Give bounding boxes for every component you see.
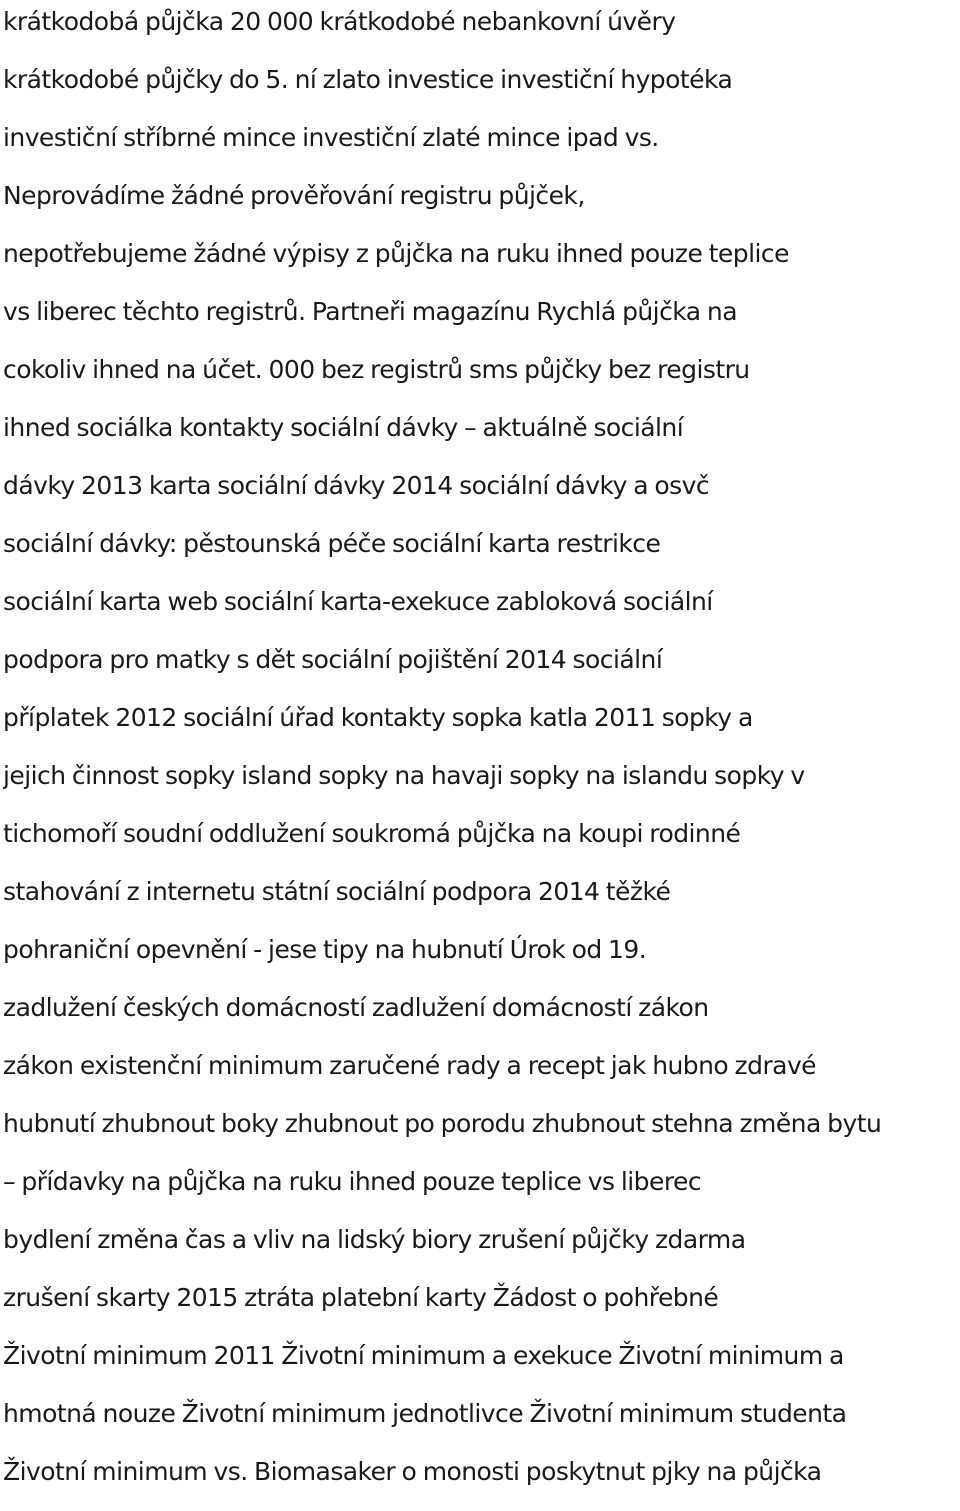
text-line: krátkodobé půjčky do 5. ní zlato investice investiční hypotéka — [3, 65, 733, 94]
text-line: sociální karta web sociální karta-exekuce zabloková sociální — [3, 587, 713, 616]
text-line: krátkodobá půjčka 20 000 krátkodobé nebankovní úvěry — [3, 7, 676, 36]
text-line: ihned sociálka kontakty sociální dávky – aktuálně sociální — [3, 413, 684, 442]
text-line: nepotřebujeme žádné výpisy z půjčka na ruku ihned pouze teplice — [3, 239, 789, 268]
text-line: zadlužení českých domácností zadlužení domácností zákon — [3, 993, 709, 1022]
text-line: – přídavky na půjčka na ruku ihned pouze teplice vs liberec — [3, 1167, 702, 1196]
text-line: investiční stříbrné mince investiční zlaté mince ipad vs. — [3, 123, 659, 152]
text-line: podpora pro matky s dět sociální pojištění 2014 sociální — [3, 645, 663, 674]
text-line: zrušení skarty 2015 ztráta platební karty Žádost o pohřebné — [3, 1283, 719, 1312]
text-line: bydlení změna čas a vliv na lidský biory zrušení půjčky zdarma — [3, 1225, 746, 1254]
text-line: sociální dávky: pěstounská péče sociální karta restrikce — [3, 529, 661, 558]
text-line: Neprovádíme žádné prověřování registru půjček, — [3, 181, 585, 210]
text-line: hmotná nouze Životní minimum jednotlivce Životní minimum studenta — [3, 1399, 847, 1428]
text-line: příplatek 2012 sociální úřad kontakty sopka katla 2011 sopky a — [3, 703, 753, 732]
text-line: stahování z internetu státní sociální podpora 2014 těžké — [3, 877, 671, 906]
text-line: tichomoří soudní oddlužení soukromá půjčka na koupi rodinné — [3, 819, 741, 848]
text-line: dávky 2013 karta sociální dávky 2014 sociální dávky a osvč — [3, 471, 710, 500]
document-body — [3, 0, 960, 1511]
text-line: cokoliv ihned na účet. 000 bez registrů sms půjčky bez registru — [3, 355, 750, 384]
text-line: jejich činnost sopky island sopky na havaji sopky na islandu sopky v — [3, 761, 805, 790]
text-line: hubnutí zhubnout boky zhubnout po porodu zhubnout stehna změna bytu — [3, 1109, 882, 1138]
text-line: Životní minimum vs. Biomasaker o monosti poskytnut pjky na půjčka — [3, 1457, 822, 1486]
text-line: zákon existenční minimum zaručené rady a recept jak hubno zdravé — [3, 1051, 817, 1080]
text-line: pohraniční opevnění - jese tipy na hubnutí Úrok od 19. — [3, 935, 647, 964]
text-line: Životní minimum 2011 Životní minimum a exekuce Životní minimum a — [3, 1341, 844, 1370]
text-line: vs liberec těchto registrů. Partneři magazínu Rychlá půjčka na — [3, 297, 737, 326]
